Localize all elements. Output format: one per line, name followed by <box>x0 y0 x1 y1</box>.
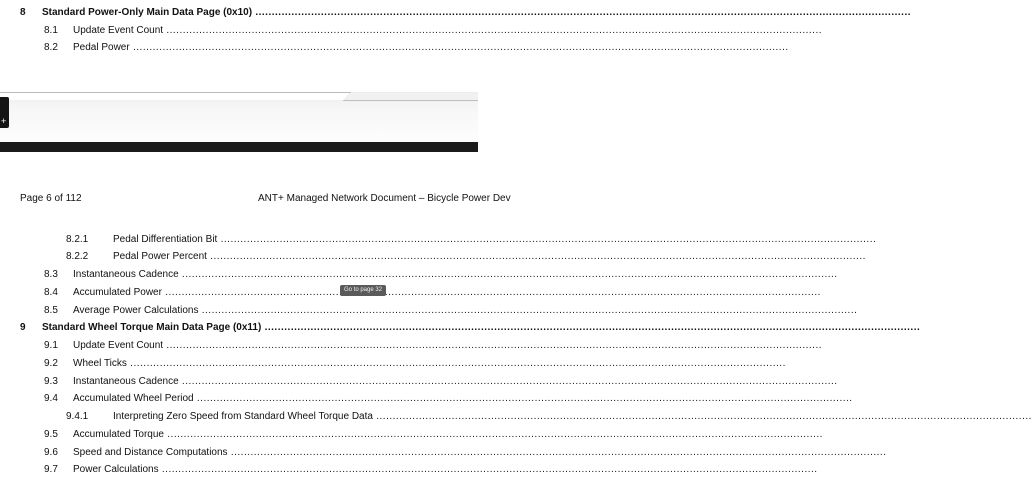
toc-entry-title: Accumulated Torque ..... <box>73 427 478 443</box>
toc-entry[interactable] <box>20 320 478 336</box>
toc-entry-number: 9.6 <box>44 447 58 458</box>
toc-entry-number: 8.2.1 <box>66 234 89 245</box>
toc-entry[interactable] <box>44 40 478 56</box>
toc-entry-number: 8.3 <box>44 269 58 280</box>
toc-entry[interactable] <box>44 445 478 461</box>
toc-entry-number: 9 <box>20 322 26 333</box>
toc-entry-title: Average Power Calculations ..... <box>73 303 478 319</box>
toc-entry-title: Standard Wheel Torque Main Data Page (0x11) ..... <box>42 320 478 336</box>
toc-entry-number: 9.7 <box>44 464 58 475</box>
toc-entry-title: Update Event Count ..... <box>73 338 478 354</box>
page-edge-curl <box>0 89 478 103</box>
page-number-header: Page 6 of 112 <box>20 193 82 204</box>
toc-entry-number: 8.2.2 <box>66 251 89 262</box>
document-title-header: ANT+ Managed Network Document – Bicycle Power Dev <box>258 193 511 204</box>
toc-entry-title: Accumulated Power ..... <box>73 285 478 301</box>
toc-entry-number: 9.4.1 <box>66 411 89 422</box>
toc-entry-title: Power Calculations ..... <box>73 462 478 478</box>
expand-panel-tab[interactable] <box>0 97 9 128</box>
toc-entry-title: Instantaneous Cadence ..... <box>73 374 478 390</box>
toc-entry[interactable] <box>44 303 478 319</box>
toc-entry-number: 8.5 <box>44 305 58 316</box>
toc-entry-number: 9.2 <box>44 358 58 369</box>
toc-entry-title: Pedal Power Percent ..... <box>113 249 478 265</box>
toc-entry-number: 8.2 <box>44 42 58 53</box>
toc-entry-title: Wheel Ticks ..... <box>73 356 478 372</box>
toc-entry-number: 8 <box>20 7 26 18</box>
toc-entry-number: 8.1 <box>44 25 58 36</box>
toc-entry-number: 8.4 <box>44 287 58 298</box>
toc-entry-title: Pedal Differentiation Bit ..... <box>113 232 478 248</box>
toc-entry-title: Standard Power-Only Main Data Page (0x10) ..... <box>42 5 478 21</box>
toc-entry-title: Interpreting Zero Speed from Standard Wheel Torque Data ..... <box>113 409 478 425</box>
toc-entry[interactable] <box>66 249 478 265</box>
toc-entry[interactable] <box>20 5 478 21</box>
toc-entry-number: 9.4 <box>44 393 58 404</box>
toc-entry[interactable] <box>44 285 478 301</box>
toc-entry-number: 9.3 <box>44 376 58 387</box>
toc-entry[interactable] <box>66 232 478 248</box>
link-tooltip: Go to page 32 <box>340 285 386 296</box>
toc-entry-title: Pedal Power ..... <box>73 40 478 56</box>
toc-entry-title: Update Event Count ..... <box>73 23 478 39</box>
toc-entry-title: Speed and Distance Computations ..... <box>73 445 478 461</box>
toc-entry[interactable] <box>44 267 478 283</box>
toc-entry-title: Instantaneous Cadence ..... <box>73 267 478 283</box>
toc-entry[interactable] <box>66 409 478 425</box>
toc-entry[interactable] <box>44 338 478 354</box>
toc-entry[interactable] <box>44 374 478 390</box>
toc-entry[interactable] <box>44 356 478 372</box>
document-page-top <box>0 0 478 92</box>
toc-entry-title: Accumulated Wheel Period ..... <box>73 391 478 407</box>
toc-entry[interactable] <box>44 391 478 407</box>
plus-icon: + <box>1 116 7 126</box>
toc-entry[interactable] <box>44 23 478 39</box>
toc-entry[interactable] <box>44 462 478 478</box>
toc-entry[interactable] <box>44 427 478 443</box>
toc-entry-number: 9.5 <box>44 429 58 440</box>
toc-entry-number: 9.1 <box>44 340 58 351</box>
